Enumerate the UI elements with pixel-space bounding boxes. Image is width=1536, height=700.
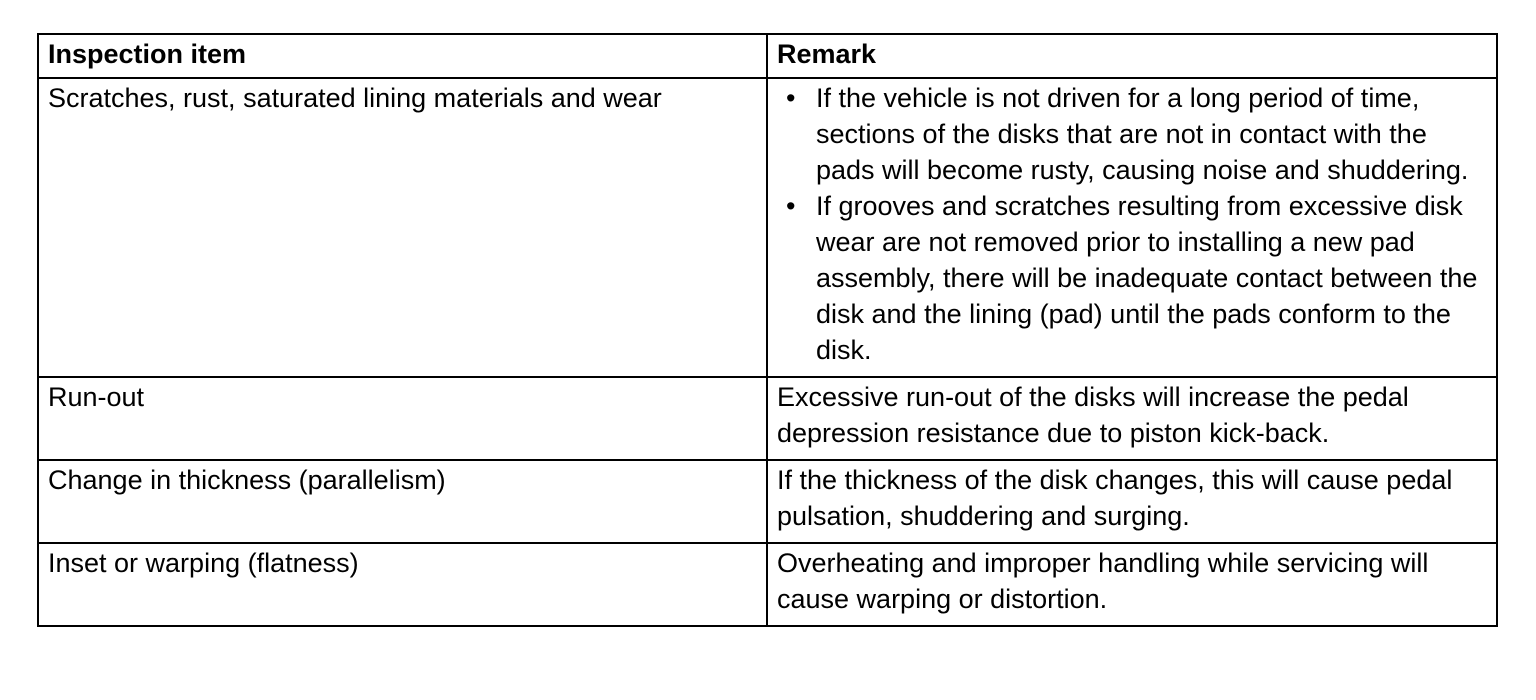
header-inspection-item: Inspection item	[38, 34, 767, 78]
inspection-item-cell: Change in thickness (parallelism)	[38, 460, 767, 543]
inspection-item-cell: Inset or warping (flatness)	[38, 543, 767, 626]
bullet-icon: •	[786, 191, 796, 221]
inspection-item-cell: Run-out	[38, 377, 767, 460]
remark-cell	[767, 78, 1497, 377]
list-item	[777, 80, 1487, 188]
remark-text: If grooves and scratches resulting from excessive disk wear are not removed prior to installing a new pad assembly, there will be inadequate contact between the disk and the lining (pad) until the pads conform to the disk.	[816, 191, 1478, 365]
header-remark: Remark	[767, 34, 1497, 78]
table-row	[38, 460, 1497, 543]
remark-cell: If the thickness of the disk changes, this will cause pedal pulsation, shuddering and surging.	[767, 460, 1497, 543]
table-row	[38, 377, 1497, 460]
table-row	[38, 78, 1497, 377]
bullet-icon: •	[786, 83, 796, 113]
table-row	[38, 543, 1497, 626]
remark-cell: Excessive run-out of the disks will increase the pedal depression resistance due to piston kick-back.	[767, 377, 1497, 460]
table-header-row	[38, 34, 1497, 78]
remark-bullet-list	[777, 80, 1487, 368]
inspection-table	[37, 33, 1498, 627]
remark-text: If the vehicle is not driven for a long period of time, sections of the disks that are not in contact with the pads will become rusty, causing noise and shuddering.	[816, 83, 1469, 185]
remark-cell: Overheating and improper handling while servicing will cause warping or distortion.	[767, 543, 1497, 626]
list-item	[777, 188, 1487, 368]
inspection-item-cell: Scratches, rust, saturated lining materials and wear	[38, 78, 767, 377]
